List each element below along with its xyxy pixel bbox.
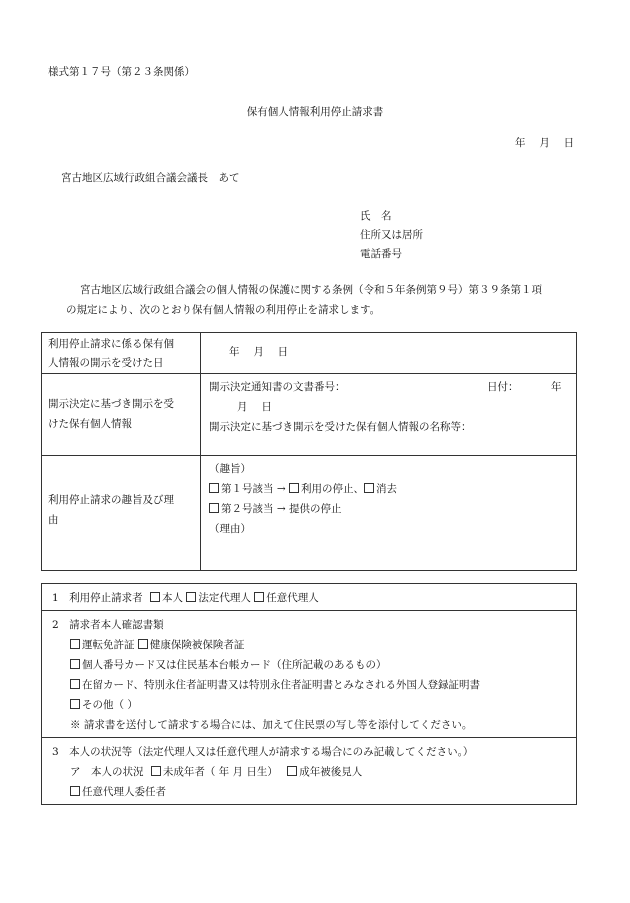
reason-heading: （理由） — [209, 523, 251, 535]
person-status-section: 3 本人の状況等（法定代理人又は任意代理人が請求する場合にのみ記載してください。） ア 本人の状況 未成年者（ 年 月 日生） 成年被後見人 任意代理人委任者 — [42, 738, 577, 805]
voluntary-agent-checkbox[interactable] — [254, 592, 264, 602]
name-label: 氏 名 — [360, 210, 392, 222]
intro-paragraph — [66, 280, 586, 320]
disclosed-info-label-2: けた保有個人情報 — [48, 418, 132, 430]
person-status-heading: 3 本人の状況等（法定代理人又は任意代理人が請求する場合にのみ記載してください。） — [52, 746, 474, 758]
purpose-heading: （趣旨） — [209, 463, 251, 475]
purpose-item-1: 第１号該当 → 利用の停止、 消去 — [209, 479, 568, 499]
minor-checkbox[interactable] — [151, 766, 161, 776]
health-insurance-checkbox[interactable] — [138, 639, 148, 649]
requester-type-section: 1 利用停止請求者 本人 法定代理人 任意代理人 — [42, 584, 577, 611]
disclosure-date-label-1: 利用停止請求に係る保有個 — [48, 338, 174, 350]
id-documents-note: ※ 請求書を送付して請求する場合には、加えて住民票の写し等を添付してください。 — [70, 719, 473, 731]
notice-year-label: 年 — [551, 381, 562, 393]
purpose-label-2: 由 — [48, 514, 59, 526]
purpose-item-2-checkbox[interactable] — [209, 503, 219, 513]
disclosure-date-label-2: 人情報の開示を受けた日 — [48, 357, 164, 369]
form-number: 様式第１７号（第２３条関係） — [48, 66, 195, 78]
intro-line-2: の規定により、次のとおり保有個人情報の利用停止を請求します。 — [66, 304, 381, 316]
drivers-license-checkbox[interactable] — [70, 639, 80, 649]
id-documents-heading: 2 請求者本人確認書類 — [52, 619, 164, 631]
disclosure-date-value: 年 月 日 — [229, 346, 289, 358]
purpose-item-1-checkbox[interactable] — [209, 483, 219, 493]
phone-label: 電話番号 — [360, 248, 402, 260]
addressee: 宮古地区広域行政組合議会議長 あて — [61, 172, 240, 184]
requester-type-heading: 1 利用停止請求者 — [52, 592, 143, 604]
erase-checkbox[interactable] — [364, 483, 374, 493]
request-details-table — [41, 332, 577, 571]
notice-month-day: 月 日 — [237, 401, 272, 413]
notice-date-label: 日付： — [487, 381, 519, 393]
my-number-card-checkbox[interactable] — [70, 659, 80, 669]
intro-line-1: 宮古地区広域行政組合議会の個人情報の保護に関する条例（令和５年条例第９号）第３９条第１項 — [80, 284, 542, 296]
residence-card-checkbox[interactable] — [70, 679, 80, 689]
disclosed-info-name-label: 開示決定に基づき開示を受けた保有個人情報の名称等： — [209, 421, 472, 433]
date-line: 年 月 日 — [515, 137, 575, 149]
purpose-row — [42, 456, 577, 571]
disclosed-info-label-1: 開示決定に基づき開示を受 — [48, 398, 174, 410]
notice-doc-number-label: 開示決定通知書の文書番号： — [209, 381, 346, 393]
delegator-checkbox[interactable] — [70, 786, 80, 796]
purpose-item-2: 第２号該当 → 提供の停止 — [209, 499, 568, 519]
disclosure-date-row — [42, 333, 577, 374]
purpose-label-1: 利用停止請求の趣旨及び理 — [48, 494, 174, 506]
adult-ward-checkbox[interactable] — [287, 766, 297, 776]
stop-use-checkbox[interactable] — [289, 483, 299, 493]
address-label: 住所又は居所 — [360, 229, 423, 241]
legal-agent-checkbox[interactable] — [186, 592, 196, 602]
other-document-checkbox[interactable] — [70, 699, 80, 709]
id-documents-section: 2 請求者本人確認書類 運転免許証 健康保険被保険者証 個人番号カード又は住民基本台帳カード（住所記載のあるもの） 在留カード、特別永住者証明書又は特別永住者証明書とみなされる外国人登録証明書 その他（ ） ※ 請求書を送付して請求する場合には、加えて住民票の写し等を添付してください。 — [42, 611, 577, 738]
disclosed-info-row — [42, 374, 577, 456]
self-checkbox[interactable] — [150, 592, 160, 602]
person-status-label: ア 本人の状況 — [70, 766, 144, 778]
requester-info-table — [41, 583, 577, 805]
document-title: 保有個人情報利用停止請求書 — [246, 106, 384, 118]
